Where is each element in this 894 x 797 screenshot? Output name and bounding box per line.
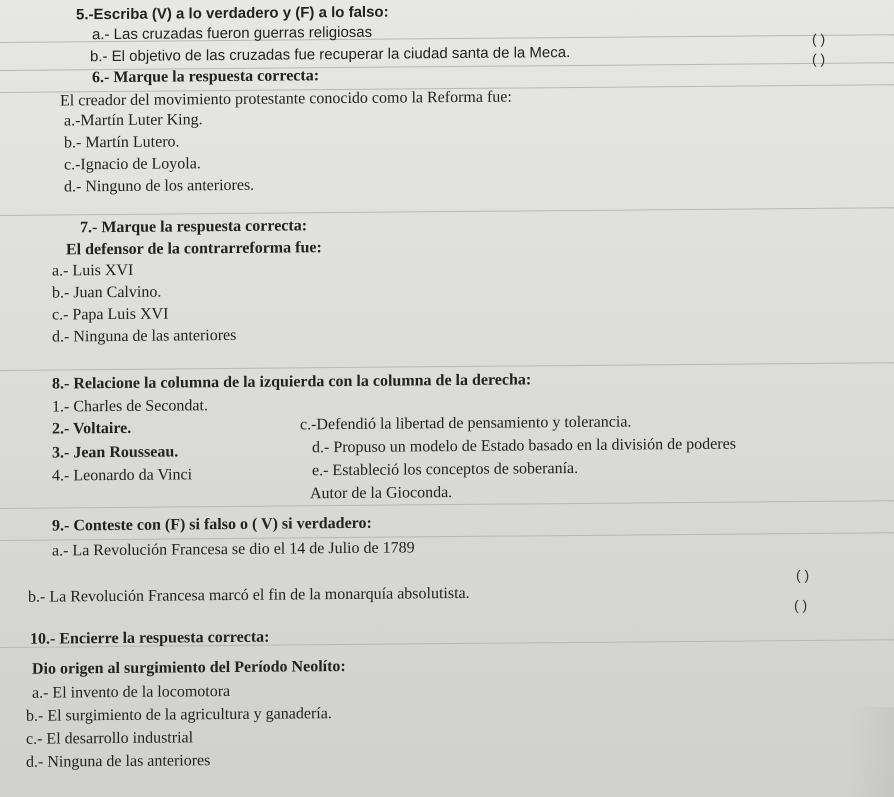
page-shadow [848, 707, 894, 797]
q10-option-a[interactable]: a.- El invento de la locomotora [32, 682, 231, 702]
q6-option-c[interactable]: c.-Ignacio de Loyola. [64, 155, 201, 174]
q5-answer-blank-b[interactable]: ( ) [812, 50, 826, 67]
q6-option-b[interactable]: b.- Martín Lutero. [64, 133, 180, 152]
q8-left-item-3: 3.- Jean Rousseau. [52, 443, 179, 462]
q9-answer-blank-b[interactable]: ( ) [794, 596, 808, 614]
q6-title: 6.- Marque la respuesta correcta: [92, 67, 320, 87]
q9-statement-b: b.- La Revolución Francesa marcó el fin de la monarquía absolutista. [28, 584, 470, 606]
q5-statement-a: a.- Las cruzadas fueron guerras religiosas [92, 23, 373, 44]
ruled-line [0, 362, 894, 371]
q7-title: 7.- Marque la respuesta correcta: [80, 217, 308, 237]
q8-right-item-e: e.- Estableció los conceptos de soberanía. [312, 459, 579, 480]
q10-question: Dio origen al surgimiento del Período Neolíto: [32, 657, 346, 678]
q8-right-item-4: Autor de la Gioconda. [310, 484, 453, 503]
q7-option-a[interactable]: a.- Luis XVI [52, 261, 134, 280]
q8-right-item-c: c.-Defendió la libertad de pensamiento y tolerancia. [300, 413, 632, 434]
q10-option-b[interactable]: b.- El surgimiento de la agricultura y ganadería. [26, 705, 332, 725]
q9-statement-a: a.- La Revolución Francesa se dio el 14 de Julio de 1789 [52, 539, 415, 560]
q5-answer-blank-a[interactable]: ( ) [812, 30, 826, 47]
q8-left-item-4: 4.- Leonardo da Vinci [52, 466, 193, 485]
q9-answer-blank-a[interactable]: ( ) [796, 566, 810, 584]
q7-option-c[interactable]: c.- Papa Luis XVI [52, 305, 169, 324]
q10-title: 10.- Encierre la respuesta correcta: [30, 628, 270, 648]
q10-option-d[interactable]: d.- Ninguna de las anteriores [26, 752, 211, 771]
q8-title: 8.- Relacione la columna de la izquierda con la columna de la derecha: [52, 371, 532, 393]
q7-option-b[interactable]: b.- Juan Calvino. [52, 283, 162, 302]
q7-question: El defensor de la contrarreforma fue: [66, 239, 322, 259]
q10-option-c[interactable]: c.- El desarrollo industrial [26, 729, 194, 748]
q6-question: El creador del movimiento protestante conocido como la Reforma fue: [60, 88, 512, 110]
q6-option-d[interactable]: d.- Ninguno de los anteriores. [64, 176, 255, 196]
q9-title: 9.- Conteste con (F) si falso o ( V) si verdadero: [52, 514, 372, 535]
q5-statement-b: b.- El objetivo de las cruzadas fue recuperar la ciudad santa de la Meca. [90, 44, 571, 66]
ruled-line [0, 500, 894, 509]
q6-option-a[interactable]: a.-Martín Luter King. [64, 111, 203, 130]
ruled-line [0, 207, 894, 216]
q5-title: 5.-Escriba (V) a lo verdadero y (F) a lo falso: [76, 3, 389, 24]
q8-right-item-d: d.- Propuso un modelo de Estado basado en la división de poderes [312, 435, 736, 457]
q8-left-item-2: 2.- Voltaire. [52, 419, 132, 438]
q7-option-d[interactable]: d.- Ninguna de las anteriores [52, 326, 237, 346]
q8-left-item-1: 1.- Charles de Secondat. [52, 397, 208, 416]
